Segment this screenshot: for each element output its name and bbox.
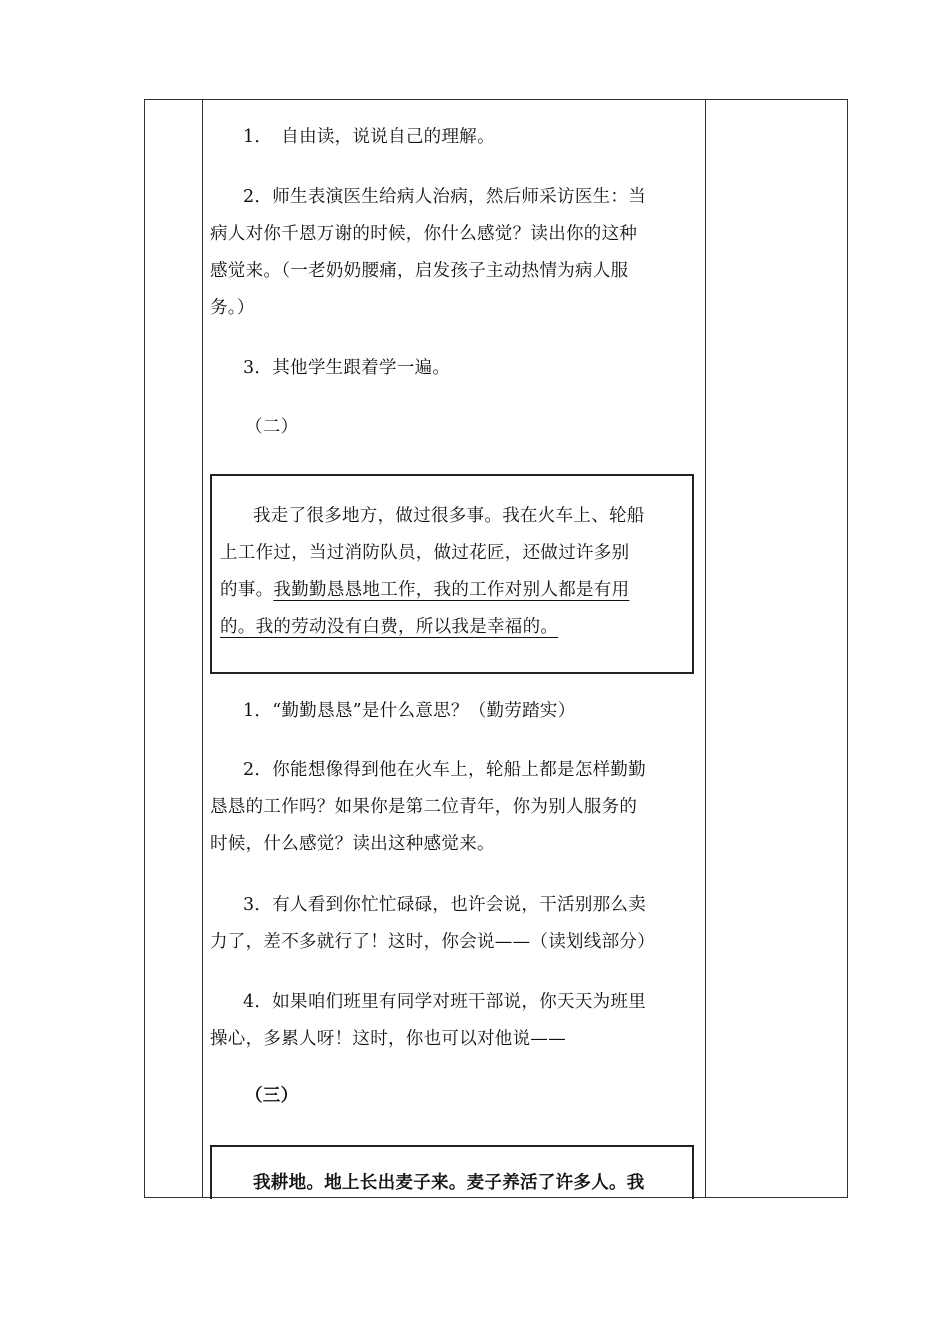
underlined-sentence-part1: 我勤勤恳恳地工作，我的工作对别人都是有用 bbox=[273, 580, 630, 600]
quote-box-2-text: 我走了很多地方，做过很多事。我在火车上、轮船 上工作过，当过消防队员，做过花匠，还做过许多别 的事。我勤勤恳恳地工作，我的工作对别人都是有用 的。我的劳动没有白费，所以我是幸福的。 bbox=[220, 498, 690, 646]
section1-item2: 2．师生表演医生给病人治病，然后师采访医生：当 病人对你千恩万谢的时候，你什么感觉？读出你的这种 感觉来。（一老奶奶腰痛，启发孩子主动热情为病人服 务。） bbox=[210, 187, 647, 318]
table-column-divider-left bbox=[202, 100, 203, 1197]
section2-item4: 4．如果咱们班里有同学对班干部说，你天天为班里 操心，多累人呀！这时，你也可以对他说—— bbox=[210, 992, 647, 1049]
section1-item3: 3．其他学生跟着学一遍。 bbox=[243, 358, 451, 378]
section1-item1: 1． 自由读，说说自己的理解。 bbox=[243, 127, 495, 147]
underlined-sentence-part2: 的。我的劳动没有白费，所以我是幸福的。 bbox=[220, 617, 559, 637]
quote-box-2 bbox=[210, 474, 694, 674]
quote-box-3 bbox=[210, 1145, 694, 1199]
section2-item3: 3．有人看到你忙忙碌碌，也许会说，干活别那么卖 力了，差不多就行了！这时，你会说——（读划线部分） bbox=[210, 895, 655, 952]
section2-item1: 1．“勤勤恳恳”是什么意思？（勤劳踏实） bbox=[243, 701, 576, 721]
table-column-divider-right bbox=[705, 100, 706, 1197]
section2-item2: 2．你能想像得到他在火车上，轮船上都是怎样勤勤 恳恳的工作吗？如果你是第二位青年，你为别人服务的 时候，什么感觉？读出这种感觉来。 bbox=[210, 760, 647, 854]
quote-box-3-text: 我耕地。地上长出麦子来。麦子养活了许多人。我 bbox=[253, 1173, 645, 1193]
section3-heading: （三） bbox=[245, 1086, 299, 1106]
section2-heading: （二） bbox=[245, 417, 299, 437]
